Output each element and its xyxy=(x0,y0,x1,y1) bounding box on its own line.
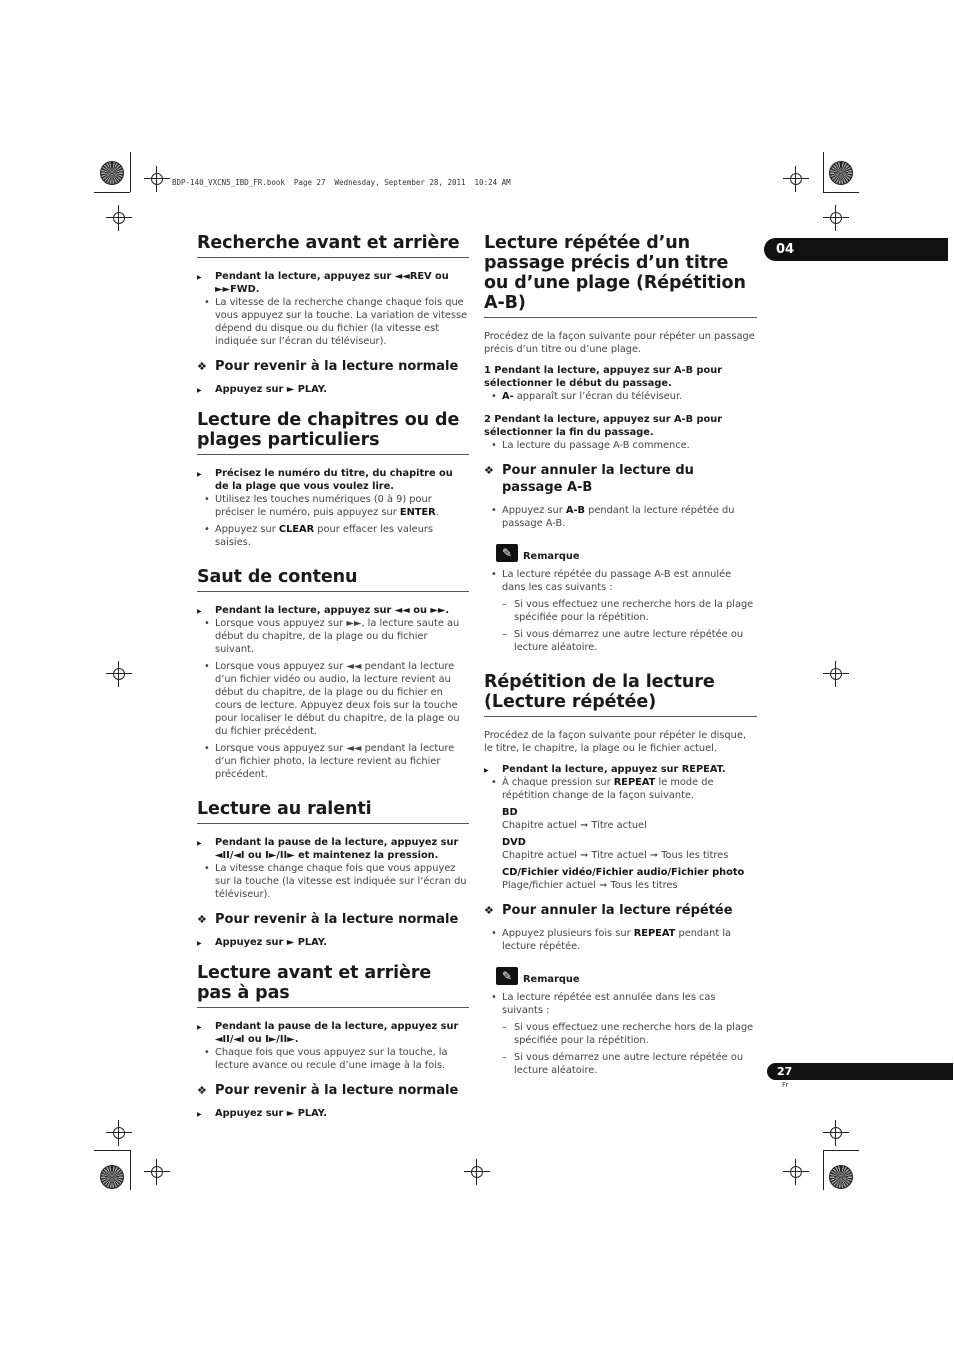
section-title: Lecture avant et arrière pas à pas xyxy=(197,963,469,1008)
bullet-item: • La lecture répétée du passage A-B est annulée dans les cas suivants : xyxy=(484,568,757,594)
registration-disc-icon xyxy=(829,161,853,185)
print-header: BDP-140_VXCN5_IBD_FR.book Page 27 Wednesday, September 28, 2011 10:24 AM xyxy=(172,178,511,187)
section-title: Lecture répétée d’un passage précis d’un titre ou d’une plage (Répétition A-B) xyxy=(484,233,757,318)
crop-mark xyxy=(823,1150,859,1151)
repeat-mode xyxy=(484,836,757,862)
crosshair-icon xyxy=(464,1159,490,1185)
section-title: Recherche avant et arrière xyxy=(197,233,469,258)
crosshair-icon xyxy=(106,205,132,231)
key-label: A- xyxy=(502,391,514,402)
crop-mark xyxy=(823,1150,824,1190)
instruction-step: ▶ Appuyez sur ► PLAY. xyxy=(197,936,469,949)
crosshair-icon xyxy=(783,166,809,192)
crop-mark xyxy=(130,1150,131,1190)
intro-paragraph: Procédez de la façon suivante pour répéter un passage précis d’un titre ou d’une plage. xyxy=(484,331,755,355)
bullet-item: • La lecture répétée est annulée dans les cas suivants : xyxy=(484,991,757,1017)
mode-title: BD xyxy=(502,807,518,818)
subsection-title: ❖ Pour revenir à la lecture normale xyxy=(197,358,469,375)
chapter-tab: 04 xyxy=(764,238,948,261)
repeat-mode xyxy=(484,866,757,892)
bullet-item: • A- apparaît sur l’écran du téléviseur. xyxy=(484,390,757,403)
note-label: Remarque xyxy=(523,551,580,562)
mode-title: CD/Fichier vidéo/Fichier audio/Fichier photo xyxy=(502,867,745,878)
repeat-mode xyxy=(484,806,757,832)
subsection-title: ❖ Pour revenir à la lecture normale xyxy=(197,911,469,928)
crosshair-icon xyxy=(144,166,170,192)
bullet-item: • La lecture du passage A-B commence. xyxy=(484,439,757,452)
registration-disc-icon xyxy=(829,1165,853,1189)
dash-item: – Si vous démarrez une autre lecture répétée ou lecture aléatoire. xyxy=(484,1051,757,1077)
bullet-item: • Appuyez sur A-B pendant la lecture répétée du passage A-B. xyxy=(484,504,757,530)
bullet-item: • Appuyez plusieurs fois sur REPEAT pendant la lecture répétée. xyxy=(484,927,757,953)
bullet-item: • Lorsque vous appuyez sur ►►, la lecture saute au début du chapitre, de la plage ou du fichier suivant. xyxy=(197,617,469,656)
pencil-note-icon: ✎ xyxy=(496,967,518,985)
pencil-note-icon: ✎ xyxy=(496,544,518,562)
mode-sequence: Chapitre actuel ➞ Titre actuel xyxy=(502,820,647,831)
instruction-step: 1 Pendant la lecture, appuyez sur A-B pour sélectionner le début du passage. xyxy=(484,365,723,389)
key-label: A-B xyxy=(565,505,586,516)
note-header xyxy=(496,544,757,562)
right-column xyxy=(484,233,757,1081)
crosshair-icon xyxy=(823,205,849,231)
crop-mark xyxy=(94,1150,130,1151)
crop-mark xyxy=(94,192,130,193)
key-label: REPEAT xyxy=(633,928,676,939)
language-code: Fr xyxy=(782,1081,789,1089)
mode-sequence: Chapitre actuel ➞ Titre actuel ➞ Tous les titres xyxy=(502,850,729,861)
registration-disc-icon xyxy=(100,1165,124,1189)
dash-item: – Si vous démarrez une autre lecture répétée ou lecture aléatoire. xyxy=(484,628,757,654)
subsection-title: ❖ Pour annuler la lecture répétée xyxy=(484,902,757,919)
mode-sequence: Plage/fichier actuel ➞ Tous les titres xyxy=(502,880,678,891)
crop-mark xyxy=(823,192,859,193)
bullet-item: • Appuyez sur CLEAR pour effacer les valeurs saisies. xyxy=(197,523,469,549)
crosshair-icon xyxy=(783,1159,809,1185)
instruction-step: ▶ Pendant la lecture, appuyez sur REPEAT. xyxy=(484,763,757,776)
section-title: Lecture au ralenti xyxy=(197,799,469,824)
note-header xyxy=(496,967,757,985)
key-label: ENTER xyxy=(399,507,436,518)
page-number: 27 xyxy=(767,1063,953,1080)
crosshair-icon xyxy=(106,1120,132,1146)
crop-mark xyxy=(130,152,131,192)
left-column xyxy=(197,233,469,1120)
bullet-item: • À chaque pression sur REPEAT le mode de répétition change de la façon suivante. xyxy=(484,776,757,802)
instruction-step: ▶ Appuyez sur ► PLAY. xyxy=(197,1107,469,1120)
intro-paragraph: Procédez de la façon suivante pour répéter le disque, le titre, le chapitre, la plage ou le fichier actuel. xyxy=(484,730,746,754)
instruction-step: ▶ Précisez le numéro du titre, du chapitre ou de la plage que vous voulez lire. xyxy=(197,467,469,493)
crop-mark xyxy=(823,152,824,192)
bullet-item: • Chaque fois que vous appuyez sur la touche, la lecture avance ou recule d’une image à la fois. xyxy=(197,1046,469,1072)
bullet-item: • Lorsque vous appuyez sur ◄◄ pendant la lecture d’un fichier photo, la lecture revient au fichier précédent. xyxy=(197,742,469,781)
dash-item: – Si vous effectuez une recherche hors de la plage spécifiée pour la répétition. xyxy=(484,1021,757,1047)
note-label: Remarque xyxy=(523,974,580,985)
instruction-step: ▶ Pendant la pause de la lecture, appuyez sur ◄II/◄I ou I►/II► et maintenez la pression. xyxy=(197,836,469,862)
section-title: Saut de contenu xyxy=(197,567,469,592)
crosshair-icon xyxy=(823,661,849,687)
dash-item: – Si vous effectuez une recherche hors de la plage spécifiée pour la répétition. xyxy=(484,598,757,624)
instruction-step: 2 Pendant la lecture, appuyez sur A-B pour sélectionner la fin du passage. xyxy=(484,414,723,438)
subsection-title: ❖ Pour annuler la lecture du passage A-B xyxy=(484,462,757,496)
instruction-step: ▶ Pendant la lecture, appuyez sur ◄◄REV ou ►►FWD. xyxy=(197,270,469,296)
key-label: CLEAR xyxy=(278,524,315,535)
crosshair-icon xyxy=(106,661,132,687)
bullet-item: • La vitesse change chaque fois que vous appuyez sur la touche (la vitesse est indiquée sur l’écran du téléviseur). xyxy=(197,862,469,901)
crosshair-icon xyxy=(144,1159,170,1185)
section-title: Répétition de la lecture (Lecture répétée) xyxy=(484,672,757,717)
instruction-step: ▶ Appuyez sur ► PLAY. xyxy=(197,383,469,396)
instruction-step: ▶ Pendant la pause de la lecture, appuyez sur ◄II/◄I ou I►/II►. xyxy=(197,1020,469,1046)
key-label: REPEAT xyxy=(613,777,656,788)
registration-disc-icon xyxy=(100,161,124,185)
instruction-step: ▶ Pendant la lecture, appuyez sur ◄◄ ou ►►. xyxy=(197,604,469,617)
bullet-item: • Lorsque vous appuyez sur ◄◄ pendant la lecture d’un fichier vidéo ou audio, la lecture revient au début du chapitre, de la plage ou du fichier en cours de lecture. Appuyez deux fois sur la touche pour localiser le début du chapitre, de la plage ou du fichier précédent. xyxy=(197,660,469,738)
subsection-title: ❖ Pour revenir à la lecture normale xyxy=(197,1082,469,1099)
bullet-item: • Utilisez les touches numériques (0 à 9) pour préciser le numéro, puis appuyez sur ENTER. xyxy=(197,493,469,519)
section-title: Lecture de chapitres ou de plages particuliers xyxy=(197,410,469,455)
bullet-item: • La vitesse de la recherche change chaque fois que vous appuyez sur la touche. La variation de vitesse dépend du disque ou du fichier (la vitesse est indiquée sur l’écran du téléviseur). xyxy=(197,296,469,348)
mode-title: DVD xyxy=(502,837,526,848)
crosshair-icon xyxy=(823,1120,849,1146)
